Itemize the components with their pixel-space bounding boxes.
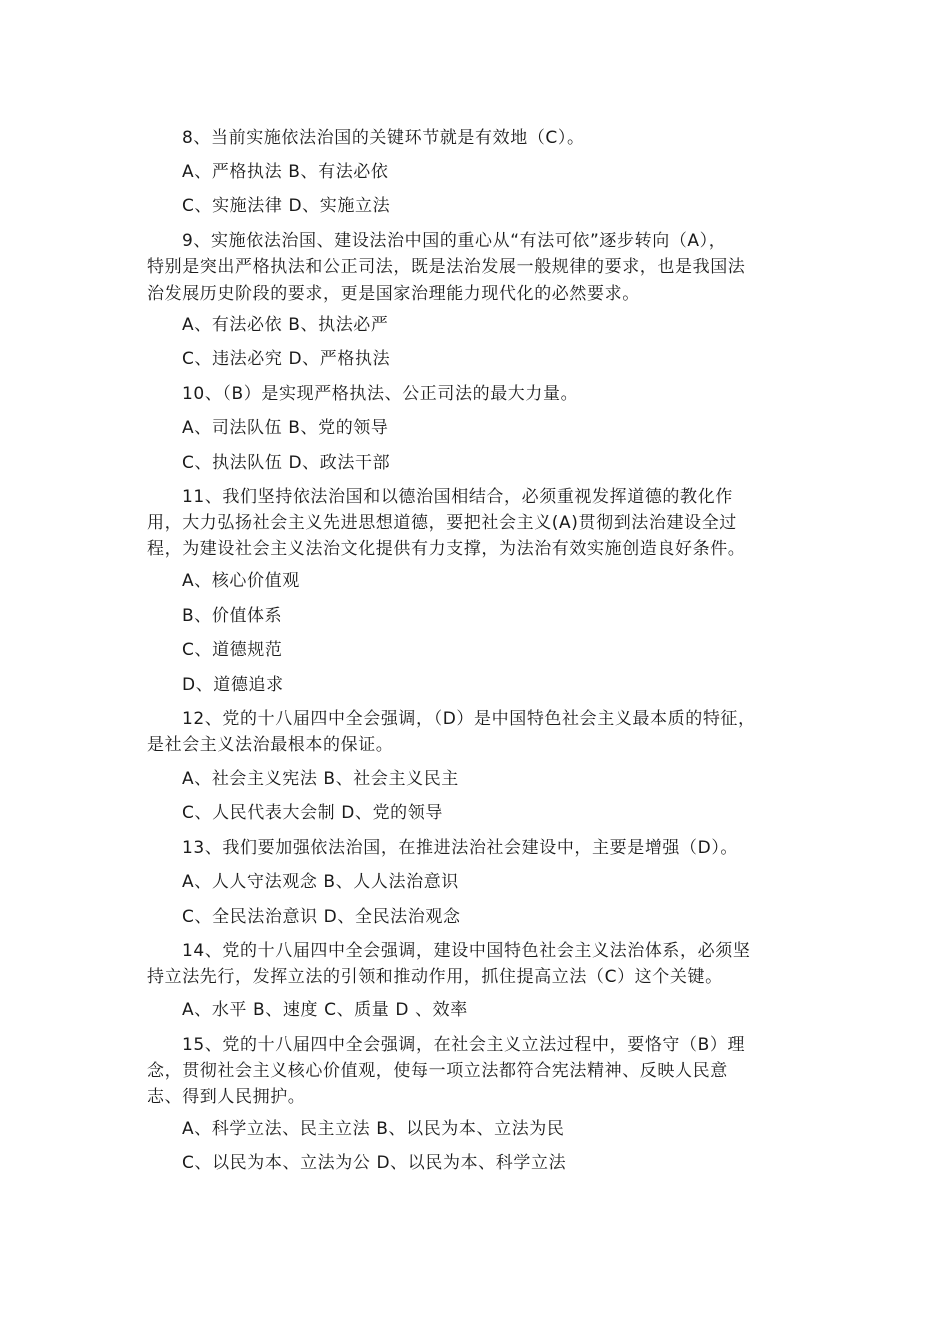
question-15-options-cd: C、以民为本、立法为公 D、以民为本、科学立法 [182, 1153, 567, 1173]
question-12-stem-line1: 12、党的十八届四中全会强调，（D）是中国特色社会主义最本质的特征， [182, 709, 756, 729]
question-15-stem-line2: 念，贯彻社会主义核心价值观，使每一项立法都符合宪法精神、反映人民意 [147, 1061, 728, 1081]
question-13-options-cd: C、全民法治意识 D、全民法治观念 [182, 907, 461, 927]
question-9-options-ab: A、有法必依 B、执法必严 [182, 315, 389, 335]
question-10-options-cd: C、执法队伍 D、政法干部 [182, 453, 391, 473]
question-9-stem-line3: 治发展历史阶段的要求，更是国家治理能力现代化的必然要求。 [147, 284, 640, 304]
question-14-stem-line1: 14、党的十八届四中全会强调，建设中国特色社会主义法治体系，必须坚 [182, 941, 751, 961]
question-14-stem-line2: 持立法先行，发挥立法的引领和推动作用，抓住提高立法（C）这个关键。 [147, 967, 723, 987]
question-15-options-ab: A、科学立法、民主立法 B、以民为本、立法为民 [182, 1119, 565, 1139]
question-9-options-cd: C、违法必究 D、严格执法 [182, 349, 391, 369]
question-12-options-cd: C、人民代表大会制 D、党的领导 [182, 803, 443, 823]
question-12-options-ab: A、社会主义宪法 B、社会主义民主 [182, 769, 459, 789]
question-10-options-ab: A、司法队伍 B、党的领导 [182, 418, 389, 438]
question-12-stem-line2: 是社会主义法治最根本的保证。 [147, 735, 394, 755]
question-11-option-a: A、核心价值观 [182, 571, 300, 591]
question-8-options-ab: A、严格执法 B、有法必依 [182, 162, 389, 182]
question-11-stem-line3: 程，为建设社会主义法治文化提供有力支撑，为法治有效实施创造良好条件。 [147, 539, 746, 559]
question-15-stem-line3: 志、得到人民拥护。 [147, 1087, 306, 1107]
question-9-stem-line1: 9、实施依法治国、建设法治中国的重心从“有法可依”逐步转向（A）， [182, 231, 727, 251]
question-8-options-cd: C、实施法律 D、实施立法 [182, 196, 391, 216]
question-9-stem-line2: 特别是突出严格执法和公正司法，既是法治发展一般规律的要求，也是我国法 [147, 257, 746, 277]
question-8-stem: 8、当前实施依法治国的关键环节就是有效地（C）。 [182, 128, 585, 148]
question-11-option-b: B、价值体系 [182, 606, 283, 626]
question-11-stem-line1: 11、我们坚持依法治国和以德治国相结合，必须重视发挥道德的教化作 [182, 487, 733, 507]
question-13-options-ab: A、人人守法观念 B、人人法治意识 [182, 872, 459, 892]
question-10-stem: 10、（B）是实现严格执法、公正司法的最大力量。 [182, 384, 579, 404]
question-13-stem: 13、我们要加强依法治国，在推进法治社会建设中，主要是增强（D）。 [182, 838, 739, 858]
question-14-options: A、水平 B、速度 C、质量 D 、效率 [182, 1000, 468, 1020]
question-11-option-c: C、道德规范 [182, 640, 283, 660]
question-15-stem-line1: 15、党的十八届四中全会强调，在社会主义立法过程中，要恪守（B）理 [182, 1035, 746, 1055]
question-11-option-d: D、道德追求 [182, 675, 284, 695]
question-11-stem-line2: 用，大力弘扬社会主义先进思想道德，要把社会主义(A)贯彻到法治建设全过 [147, 513, 737, 533]
